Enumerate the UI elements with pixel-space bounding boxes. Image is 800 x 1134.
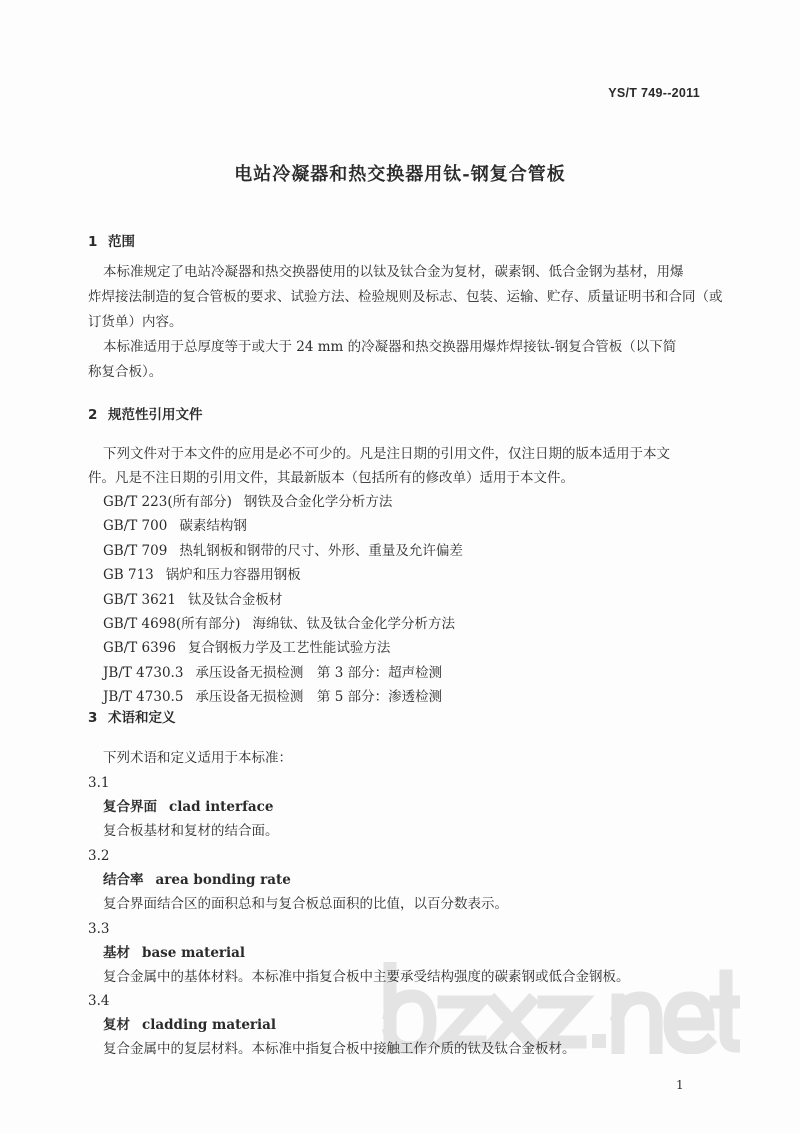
reference-title: 复合钢板力学及工艺性能试验方法 xyxy=(187,640,391,657)
reference-item xyxy=(103,566,301,584)
watermark-glyph xyxy=(618,998,656,1048)
term-en: clad interface xyxy=(169,799,274,815)
reference-item xyxy=(103,639,390,657)
paragraph-line: 订货单）内容。 xyxy=(88,314,183,330)
term-zh: 结合率 xyxy=(103,871,144,888)
term-zh: 基材 xyxy=(103,944,130,961)
term-definition: 复合界面结合区的面积总和与复合板总面积的比值，以百分数表示。 xyxy=(103,895,508,912)
watermark-glyph xyxy=(444,1002,480,1042)
term-number: 3.4 xyxy=(88,993,110,1010)
watermark-glyph xyxy=(544,1002,580,1042)
term xyxy=(103,871,291,889)
term-zh: 复材 xyxy=(103,1017,130,1034)
paragraph-line: 称复合板）。 xyxy=(88,364,163,380)
paragraph-line: 下列术语和定义适用于本标准： xyxy=(103,750,292,766)
section-heading-1 xyxy=(88,233,135,251)
reference-item xyxy=(103,664,442,682)
reference-title: 钛及钛合金板材 xyxy=(187,591,283,608)
reference-code: JB/T 4730.5 xyxy=(103,689,184,706)
term xyxy=(103,944,245,962)
reference-code: GB/T 223(所有部分) xyxy=(103,494,232,510)
term-en: base material xyxy=(142,944,246,961)
paragraph-line: 下列文件对于本文件的应用是必不可少的。凡是注日期的引用文件，仅注日期的版本适用于本文 xyxy=(103,446,670,462)
reference-title: 海绵钛、钛及钛合金化学分析方法 xyxy=(252,616,455,632)
section-number: 3 xyxy=(88,710,98,726)
term-en: cladding material xyxy=(142,1017,277,1034)
watermark-glyph xyxy=(494,1002,530,1042)
reference-item xyxy=(103,542,463,560)
term-definition: 复合金属中的复层材料。本标准中指复合板中接触工作介质的钛及钛合金板材。 xyxy=(103,1041,576,1058)
section-heading-2 xyxy=(88,406,203,424)
reference-code: JB/T 4730.3 xyxy=(103,664,184,681)
watermark-glyph xyxy=(716,976,736,1046)
term-zh: 复合界面 xyxy=(103,799,157,815)
section-title: 规范性引用文件 xyxy=(108,407,203,423)
reference-item xyxy=(103,688,442,706)
reference-item xyxy=(103,615,455,633)
reference-title: 锅炉和压力容器用钢板 xyxy=(165,567,301,584)
document-title: 电站冷凝器和热交换器用钛-钢复合管板 xyxy=(234,164,566,185)
reference-code: GB/T 700 xyxy=(103,518,168,535)
term-definition: 复合金属中的基体材料。本标准中指复合板中主要承受结构强度的碳素钢或低合金钢板。 xyxy=(103,968,630,985)
section-title: 范围 xyxy=(108,234,135,250)
reference-item xyxy=(103,493,392,511)
standard-number: YS/T 749--2011 xyxy=(608,86,700,100)
watermark-glyph xyxy=(670,998,708,1048)
reference-title: 承压设备无损检测 第 3 部分：超声检测 xyxy=(195,664,443,681)
paragraph-line: 件。凡是不注日期的引用文件，其最新版本（包括所有的修改单）适用于本文件。 xyxy=(88,470,574,486)
term xyxy=(103,1016,276,1034)
reference-item xyxy=(103,517,247,535)
reference-code: GB 713 xyxy=(103,567,154,584)
reference-title: 钢铁及合金化学分析方法 xyxy=(243,494,393,510)
reference-item xyxy=(103,591,282,609)
term xyxy=(103,798,273,816)
paragraph-line: 本标准适用于总厚度等于或大于 24 mm 的冷凝器和热交换器用爆炸焊接钛-钢复合管板（以下简 xyxy=(103,339,677,355)
reference-code: GB/T 709 xyxy=(103,542,168,559)
reference-title: 碳素结构钢 xyxy=(179,518,247,535)
term-definition: 复合板基材和复材的结合面。 xyxy=(103,823,279,839)
reference-title: 热轧钢板和钢带的尺寸、外形、重量及允许偏差 xyxy=(179,542,463,559)
section-number: 2 xyxy=(88,407,98,423)
page-number: 1 xyxy=(676,1078,684,1092)
reference-code: GB/T 6396 xyxy=(103,640,176,657)
term-number: 3.3 xyxy=(88,920,110,937)
reference-code: GB/T 4698(所有部分) xyxy=(103,616,241,632)
watermark-glyph xyxy=(592,1034,606,1048)
reference-title: 承压设备无损检测 第 5 部分：渗透检测 xyxy=(195,689,443,706)
section-title: 术语和定义 xyxy=(108,710,176,726)
term-en: area bonding rate xyxy=(155,871,291,888)
term-number: 3.2 xyxy=(88,847,110,864)
section-number: 1 xyxy=(88,234,98,250)
section-heading-3 xyxy=(88,709,176,727)
reference-code: GB/T 3621 xyxy=(103,591,176,608)
term-number: 3.1 xyxy=(88,775,110,791)
paragraph-line: 炸焊接法制造的复合管板的要求、试验方法、检验规则及标志、包装、运输、贮存、质量证明书和合同（或 xyxy=(88,289,723,305)
paragraph-line: 本标准规定了电站冷凝器和热交换器使用的以钛及钛合金为复材，碳素钢、低合金钢为基材，用爆 xyxy=(103,264,684,280)
